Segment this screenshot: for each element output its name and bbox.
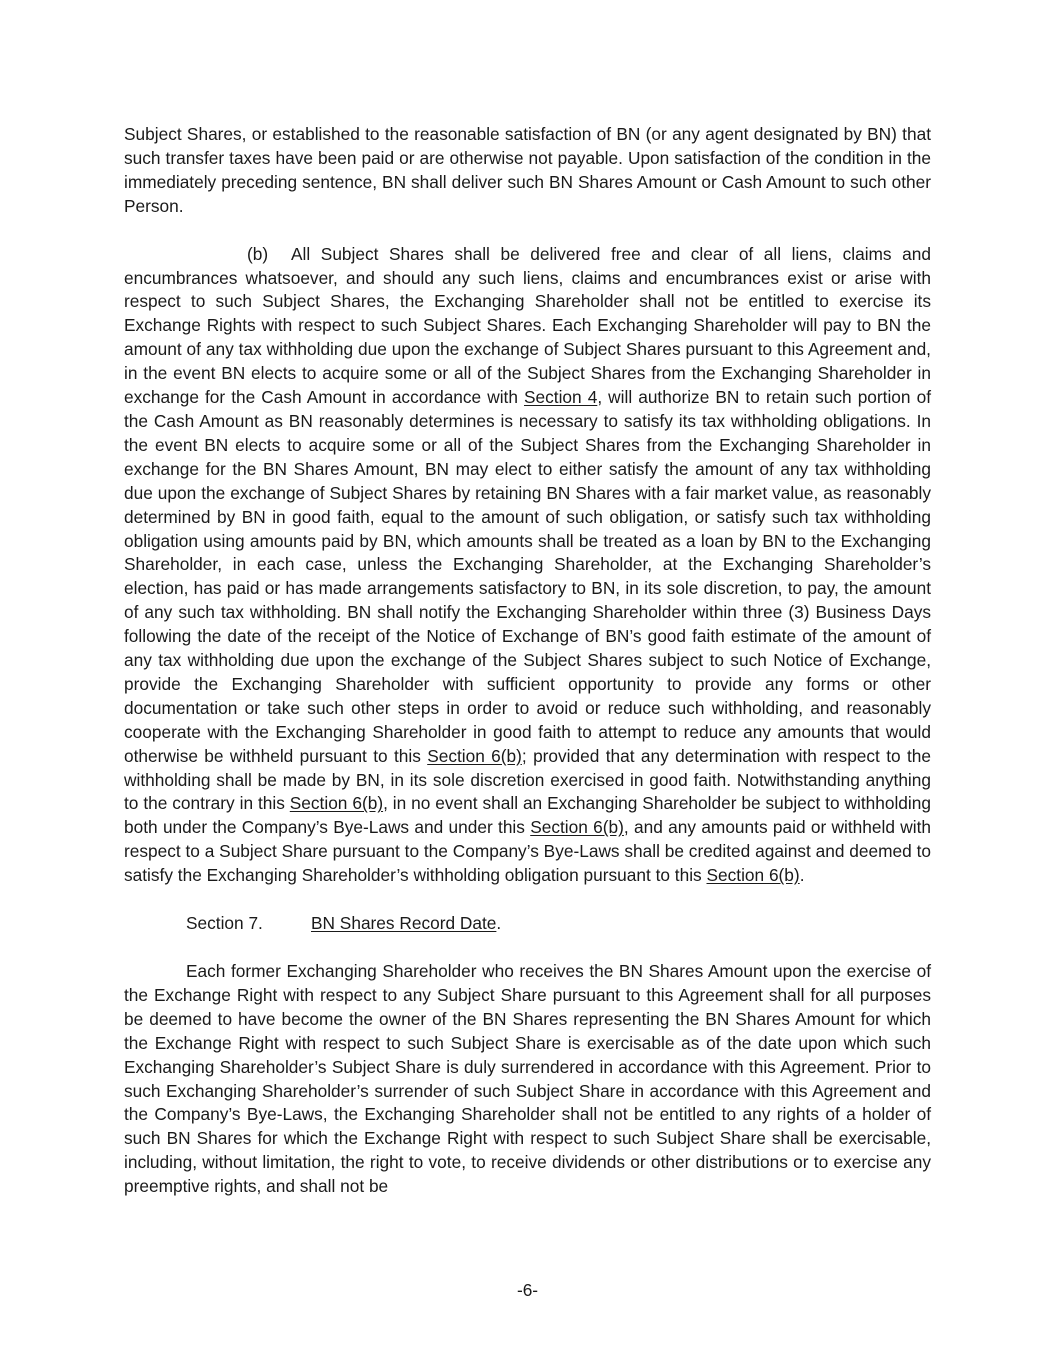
section-7-heading (124, 912, 931, 936)
paragraph-b-text-5: , and any amounts paid or withheld with respect to a Subject Share pursuant to the Company’s Bye-Laws shall be credited against and deemed to satisfy the Exchanging Shareholder’s withholding obligation pursuant to this (124, 817, 931, 886)
paragraph-b-text-1: All Subject Shares shall be delivered free and clear of all liens, claims and encumbrances whatsoever, and should any such liens, claims and encumbrances exist or arise with respect to such Subject Shares, the Exchanging Shareholder shall not be entitled to exercise its Exchange Rights with respect to such Subject Shares. Each Exchanging Shareholder will pay to BN the amount of any tax withholding due upon the exchange of Subject Shares pursuant to this Agreement and, in the event BN elects to acquire some or all of the Subject Shares from the Exchanging Shareholder in exchange for the Cash Amount in accordance with (124, 243, 931, 408)
paragraph-continuation: Subject Shares, or established to the reasonable satisfaction of BN (or any agent designated by BN) that such transfer taxes have been paid or are otherwise not payable. Upon satisfaction of the condition in the immediately preceding sentence, BN shall deliver such BN Shares Amount or Cash Amount to such other Person. (124, 124, 931, 216)
section-6b-reference: Section 6(b) (530, 817, 624, 838)
paragraph-b (124, 243, 931, 888)
paragraph-b-text-3: ; provided that any determination with respect to the withholding shall be made by BN, in its sole discretion exercised in good faith. Notwithstanding anything to the contrary in this (124, 745, 931, 814)
section-6b-reference: Section 6(b) (289, 793, 384, 814)
section-6b-reference: Section 6(b) (706, 865, 800, 886)
section-7-title: BN Shares Record Date (311, 913, 497, 934)
paragraph-b-text-2: , will authorize BN to retain such portion of the Cash Amount as BN reasonably determines is necessary to satisfy its tax withholding obligations. In the event BN elects to acquire some or all of the Subject Shares from the Exchanging Shareholder in exchange for the BN Shares Amount, BN may elect to either satisfy the amount of any tax withholding due upon the exchange of Subject Shares by retaining BN Shares with a fair market value, as reasonably determined by BN in good faith, equal to the amount of such obligation, or satisfy such tax withholding obligation using amounts paid by BN, which amounts shall be treated as a loan by BN to the Exchanging Shareholder, in each case, unless the Exchanging Shareholder, at the Exchanging Shareholder’s election, has paid or has made arrangements satisfactory to BN, in its sole discretion, to pay, the amount of any such tax withholding. BN shall notify the Exchanging Shareholder within three (3) Business Days following the date of the receipt of the Notice of Exchange of BN’s good faith estimate of the amount of any tax withholding due upon the exchange of the Subject Shares subject to such Notice of Exchange, provide the Exchanging Shareholder with sufficient opportunity to provide any forms or other documentation or take such other steps in order to avoid or reduce such withholding, and reasonably cooperate with the Exchanging Shareholder in good faith to attempt to reduce any amounts that would otherwise be withheld pursuant to this (124, 387, 931, 766)
section-4-reference: Section 4 (524, 387, 598, 408)
section-7-paragraph: Each former Exchanging Shareholder who receives the BN Shares Amount upon the exercise of the Exchange Right with respect to any Subject Share pursuant to this Agreement shall for all purposes be deemed to have become the owner of the BN Shares representing the BN Shares Amount for which the Exchange Right with respect to such Subject Share is exercisable as of the date upon which such Exchanging Shareholder’s Subject Share is duly surrendered in accordance with this Agreement. Prior to such Exchanging Shareholder’s surrender of such Subject Share in accordance with this Agreement and the Company’s Bye-Laws, the Exchanging Shareholder shall not be entitled to any rights of a holder of such BN Shares for which the Exchange Right with respect to such Subject Share shall be exercisable, including, without limitation, the right to vote, to receive dividends or other distributions or to exercise any preemptive rights, and shall not be (124, 961, 931, 1197)
paragraph-b-label: (b) (247, 243, 269, 264)
document-page (124, 123, 931, 1199)
paragraph-b-text-6: . (799, 865, 805, 886)
section-6b-reference: Section 6(b) (427, 745, 522, 766)
section-7-number: Section 7. (186, 913, 263, 934)
page-number: -6- (516, 1280, 539, 1300)
paragraph-b-text-4: , in no event shall an Exchanging Shareholder be subject to withholding both under the Company’s Bye-Laws and under this (124, 793, 931, 838)
section-7-title-period: . (496, 913, 502, 934)
